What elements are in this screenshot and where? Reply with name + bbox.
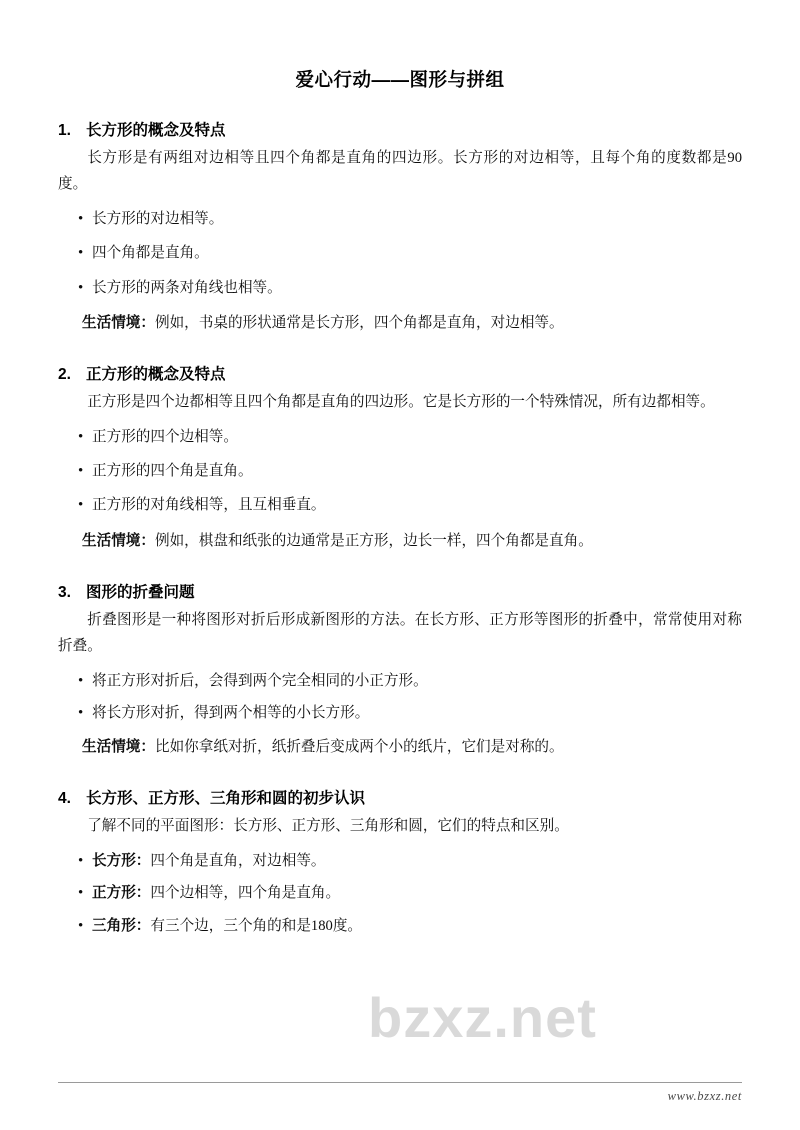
watermark: bzxz.net: [368, 986, 597, 1049]
section-1-number: 1.: [58, 122, 71, 139]
section-4-number: 4.: [58, 789, 71, 807]
section-1-title: 长方形的概念及特点: [86, 122, 226, 139]
section-2-bullets: [58, 426, 742, 518]
list-item: • 四个角都是直角。: [58, 242, 742, 265]
footer-divider: [58, 1082, 742, 1083]
note-label: 生活情境：: [82, 314, 155, 331]
section-3-heading: [58, 580, 742, 602]
note-text: 比如你拿纸对折，纸折叠后变成两个小的纸片，它们是对称的。: [154, 739, 564, 756]
section-3-number: 3.: [58, 583, 71, 601]
section-3: [58, 580, 742, 760]
list-item: • 正方形的对角线相等，且互相垂直。: [58, 494, 742, 517]
section-2-note: [58, 529, 742, 554]
list-item: [58, 850, 742, 873]
section-4-bullets: [58, 850, 742, 938]
list-item: • 长方形的对边相等。: [58, 208, 742, 231]
section-2-title: 正方形的概念及特点: [86, 365, 226, 383]
section-3-title: 图形的折叠问题: [86, 583, 195, 601]
note-label: 生活情境：: [82, 532, 155, 549]
section-1-heading: [58, 118, 742, 140]
section-4-title: 长方形、正方形、三角形和圆的初步认识: [86, 789, 366, 807]
section-1-bullets: [58, 208, 742, 300]
list-item-text: 四个角是直角，对边相等。: [150, 852, 326, 869]
section-4: [58, 786, 742, 938]
page-footer: [58, 1082, 742, 1104]
section-3-note: [58, 735, 742, 760]
section-1-paragraph: 长方形是有两组对边相等且四个角都是直角的四边形。长方形的对边相等，且每个角的度数都是90度。: [58, 150, 742, 192]
list-item: • 长方形的两条对角线也相等。: [58, 277, 742, 300]
section-2-paragraph: 正方形是四个边都相等且四个角都是直角的四边形。它是长方形的一个特殊情况，所有边都相等。: [87, 393, 715, 410]
list-item-label: 三角形：: [92, 917, 151, 934]
note-text: 例如，棋盘和纸张的边通常是正方形，边长一样，四个角都是直角。: [154, 532, 593, 549]
section-4-paragraph: 了解不同的平面图形：长方形、正方形、三角形和圆，它们的特点和区别。: [87, 817, 569, 834]
list-item-label: 正方形：: [92, 885, 151, 902]
list-item: • 正方形的四个边相等。: [58, 426, 742, 449]
section-3-paragraph: 折叠图形是一种将图形对折后形成新图形的方法。在长方形、正方形等图形的折叠中，常常使用对称折叠。: [58, 611, 742, 654]
page-title: 爱心行动——图形与拼组: [295, 69, 505, 90]
document-content: [58, 66, 742, 938]
list-item: [58, 882, 742, 905]
note-text: 例如，书桌的形状通常是长方形，四个角都是直角，对边相等。: [154, 314, 564, 331]
section-4-heading: [58, 786, 742, 808]
section-3-bullets: [58, 670, 742, 726]
section-1-note: [58, 311, 742, 336]
section-1: [58, 118, 742, 336]
list-item: • 正方形的四个角是直角。: [58, 460, 742, 483]
note-label: 生活情境：: [82, 739, 155, 756]
section-2: [58, 362, 742, 554]
footer-url: www.bzxz.net: [667, 1089, 742, 1103]
list-item: • 将长方形对折，得到两个相等的小长方形。: [58, 702, 742, 725]
list-item-text: 有三个边，三个角的和是180度。: [150, 917, 363, 934]
section-2-heading: [58, 362, 742, 384]
list-item-label: 长方形：: [92, 852, 151, 869]
list-item: • 将正方形对折后，会得到两个完全相同的小正方形。: [58, 670, 742, 693]
list-item-text: 四个边相等，四个角是直角。: [150, 885, 341, 902]
list-item: [58, 915, 742, 938]
section-2-number: 2.: [58, 365, 71, 383]
